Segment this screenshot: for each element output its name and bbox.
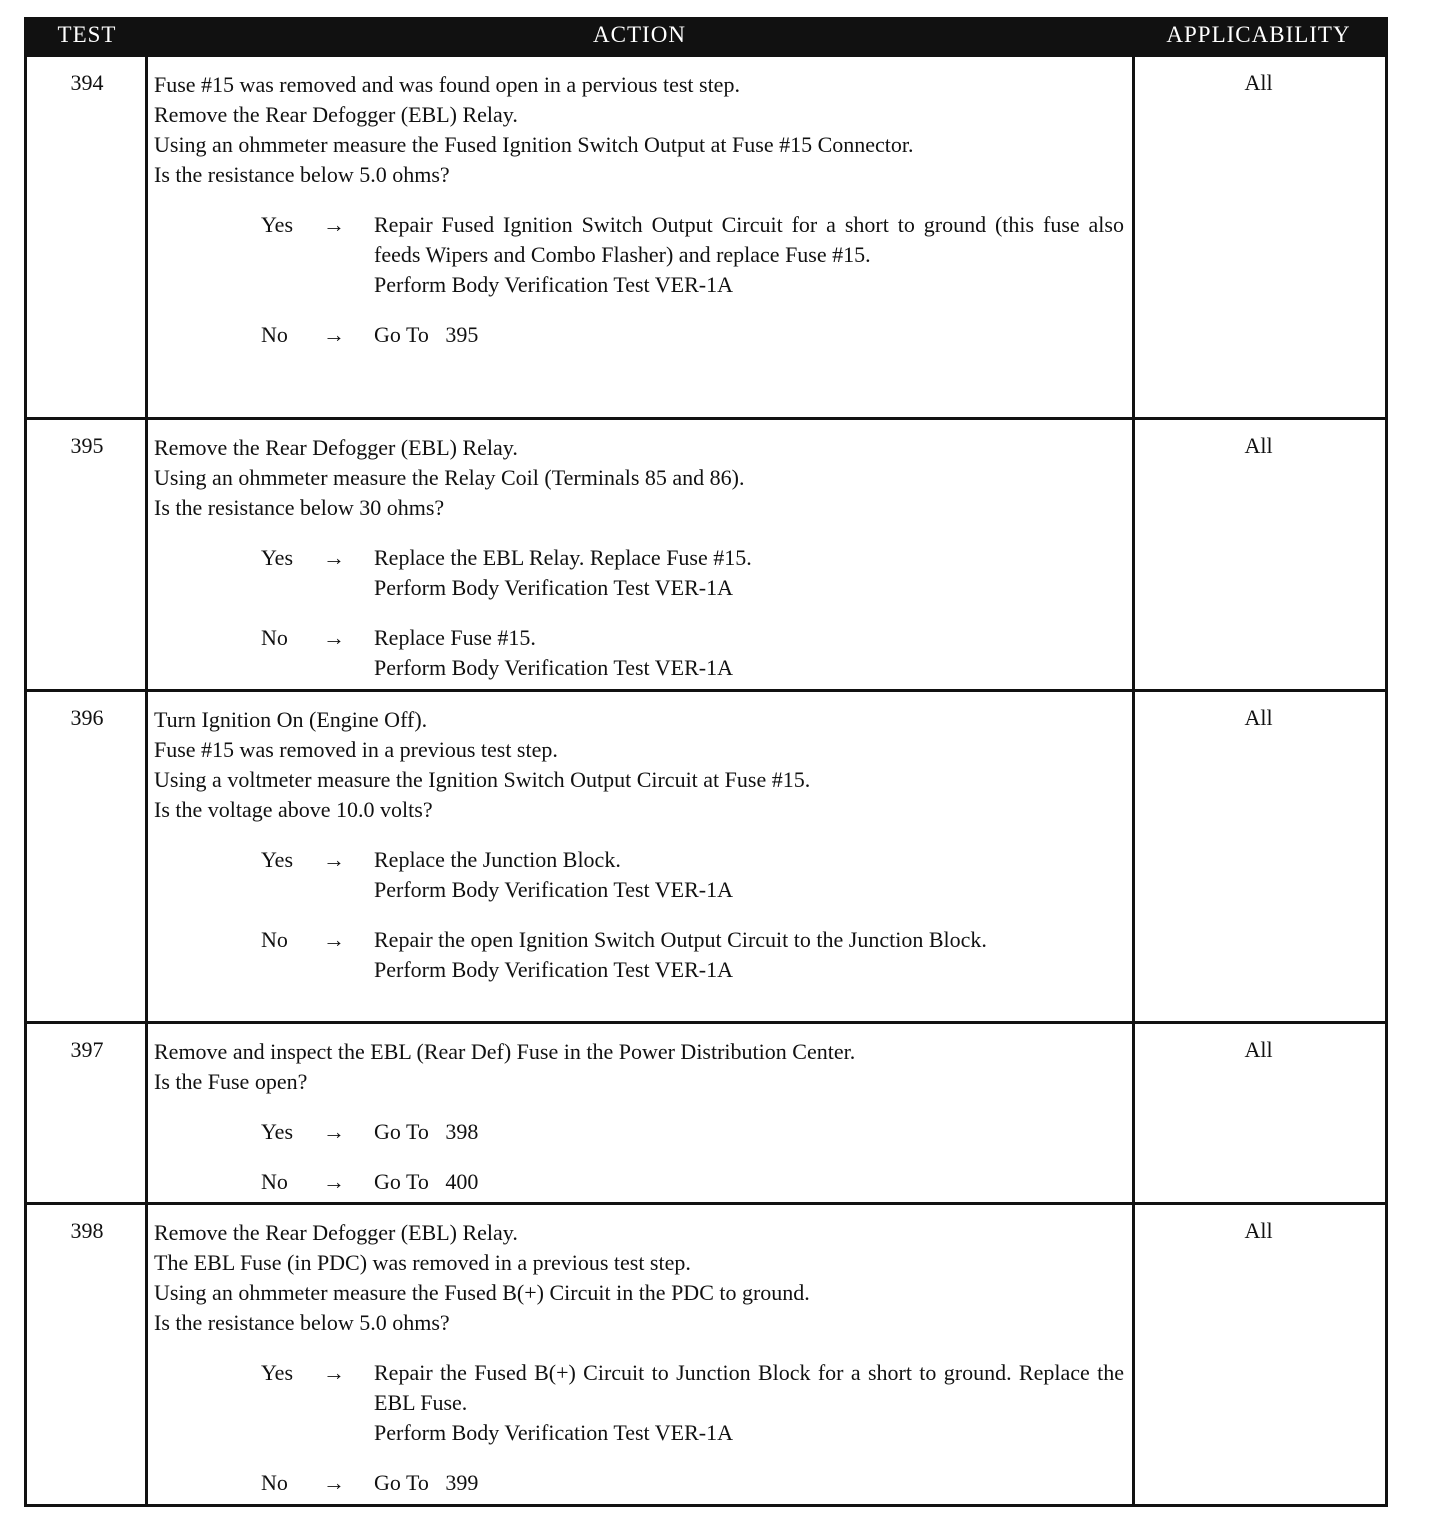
table-row (27, 57, 1385, 417)
no-result (374, 320, 1124, 350)
test-number: 398 (70, 1218, 104, 1243)
no-branch (261, 320, 1124, 350)
applicability-value: All (1244, 1037, 1273, 1062)
arrow-icon: → (323, 1169, 345, 1194)
header-applicability: APPLICABILITY (1166, 22, 1351, 47)
yes-result-line: Replace the EBL Relay. Replace Fuse #15. (374, 545, 752, 570)
arrow-icon: → (323, 927, 345, 952)
no-branch (261, 1167, 1124, 1197)
action-line: Is the resistance below 5.0 ohms? (154, 162, 450, 187)
no-label: No (261, 322, 288, 347)
header-test: TEST (57, 22, 117, 47)
no-result (374, 623, 1124, 683)
no-result-line: Perform Body Verification Test VER-1A (374, 957, 733, 982)
yes-branch (261, 1358, 1130, 1448)
test-number: 396 (70, 705, 104, 730)
arrow-icon: → (323, 212, 345, 237)
yes-result-line: Go To 398 (374, 1119, 479, 1144)
no-result-line: Repair the open Ignition Switch Output Circuit to the Junction Block. (374, 927, 987, 952)
action-line: Using an ohmmeter measure the Fused B(+) Circuit in the PDC to ground. (154, 1280, 810, 1305)
yes-result-line: Perform Body Verification Test VER-1A (374, 575, 733, 600)
action-line: Fuse #15 was removed and was found open in a pervious test step. (154, 72, 740, 97)
action-cell (154, 1037, 1124, 1197)
action-line: Remove and inspect the EBL (Rear Def) Fuse in the Power Distribution Center. (154, 1039, 856, 1064)
yes-result (374, 210, 1130, 300)
no-result-line: Perform Body Verification Test VER-1A (374, 655, 733, 680)
table-row (27, 689, 1385, 1021)
diagnostic-table (24, 17, 1388, 1507)
yes-branch (261, 1117, 1124, 1147)
table-row (27, 1202, 1385, 1507)
applicability-value: All (1244, 70, 1273, 95)
no-result-line: Replace Fuse #15. (374, 625, 536, 650)
applicability-value: All (1244, 705, 1273, 730)
yes-branch (261, 543, 1124, 603)
yes-result-line: Replace the Junction Block. (374, 847, 621, 872)
applicability-value: All (1244, 433, 1273, 458)
yes-label: Yes (261, 545, 294, 570)
arrow-icon: → (323, 1360, 345, 1385)
table-header (27, 17, 1385, 57)
action-line: Remove the Rear Defogger (EBL) Relay. (154, 1220, 518, 1245)
yes-result-line: Perform Body Verification Test VER-1A (374, 272, 733, 297)
no-result-line: Go To 400 (374, 1169, 479, 1194)
table-row (27, 417, 1385, 689)
no-result-line: Go To 395 (374, 322, 479, 347)
action-line: Turn Ignition On (Engine Off). (154, 707, 428, 732)
no-branch (261, 925, 1124, 985)
no-branch (261, 1468, 1124, 1498)
action-cell (154, 1218, 1130, 1498)
action-line: Is the Fuse open? (154, 1069, 308, 1094)
yes-result-line: Perform Body Verification Test VER-1A (374, 1420, 733, 1445)
yes-result (374, 543, 1124, 603)
yes-label: Yes (261, 1360, 294, 1385)
no-label: No (261, 1169, 288, 1194)
applicability-value: All (1244, 1218, 1273, 1243)
no-label: No (261, 1470, 288, 1495)
arrow-icon: → (323, 847, 345, 872)
header-action: ACTION (593, 22, 686, 47)
arrow-icon: → (323, 322, 345, 347)
arrow-icon: → (323, 545, 345, 570)
no-result (374, 925, 1124, 985)
action-line: Using an ohmmeter measure the Fused Ignition Switch Output at Fuse #15 Connector. (154, 132, 914, 157)
action-line: Is the resistance below 5.0 ohms? (154, 1310, 450, 1335)
no-branch (261, 623, 1124, 683)
action-line: Using a voltmeter measure the Ignition Switch Output Circuit at Fuse #15. (154, 767, 811, 792)
yes-result (374, 1358, 1130, 1448)
action-line: Remove the Rear Defogger (EBL) Relay. (154, 102, 518, 127)
yes-result-line: Perform Body Verification Test VER-1A (374, 877, 733, 902)
action-line: Is the voltage above 10.0 volts? (154, 797, 433, 822)
action-cell (154, 705, 1124, 985)
action-line: The EBL Fuse (in PDC) was removed in a previous test step. (154, 1250, 691, 1275)
yes-label: Yes (261, 212, 294, 237)
arrow-icon: → (323, 1119, 345, 1144)
yes-result (374, 1117, 1124, 1147)
action-line: Fuse #15 was removed in a previous test step. (154, 737, 558, 762)
no-label: No (261, 625, 288, 650)
yes-branch (261, 210, 1130, 300)
no-label: No (261, 927, 288, 952)
test-number: 397 (70, 1037, 104, 1062)
action-line: Is the resistance below 30 ohms? (154, 495, 445, 520)
test-number: 394 (70, 70, 104, 95)
no-result (374, 1167, 1124, 1197)
yes-label: Yes (261, 847, 294, 872)
arrow-icon: → (323, 625, 345, 650)
yes-result-line: Repair the Fused B(+) Circuit to Junction Block for a short to ground. Replace the EBL Fuse. (374, 1360, 1130, 1415)
action-line: Remove the Rear Defogger (EBL) Relay. (154, 435, 518, 460)
test-number: 395 (70, 433, 104, 458)
no-result (374, 1468, 1124, 1498)
action-cell (154, 433, 1124, 683)
yes-result (374, 845, 1124, 905)
action-cell (154, 70, 1130, 350)
action-line: Using an ohmmeter measure the Relay Coil (Terminals 85 and 86). (154, 465, 745, 490)
yes-branch (261, 845, 1124, 905)
arrow-icon: → (323, 1470, 345, 1495)
yes-result-line: Repair Fused Ignition Switch Output Circuit for a short to ground (this fuse also feeds Wipers and Combo Flasher) and replace Fuse #15. (374, 212, 1130, 267)
no-result-line: Go To 399 (374, 1470, 479, 1495)
table-row (27, 1021, 1385, 1202)
yes-label: Yes (261, 1119, 294, 1144)
